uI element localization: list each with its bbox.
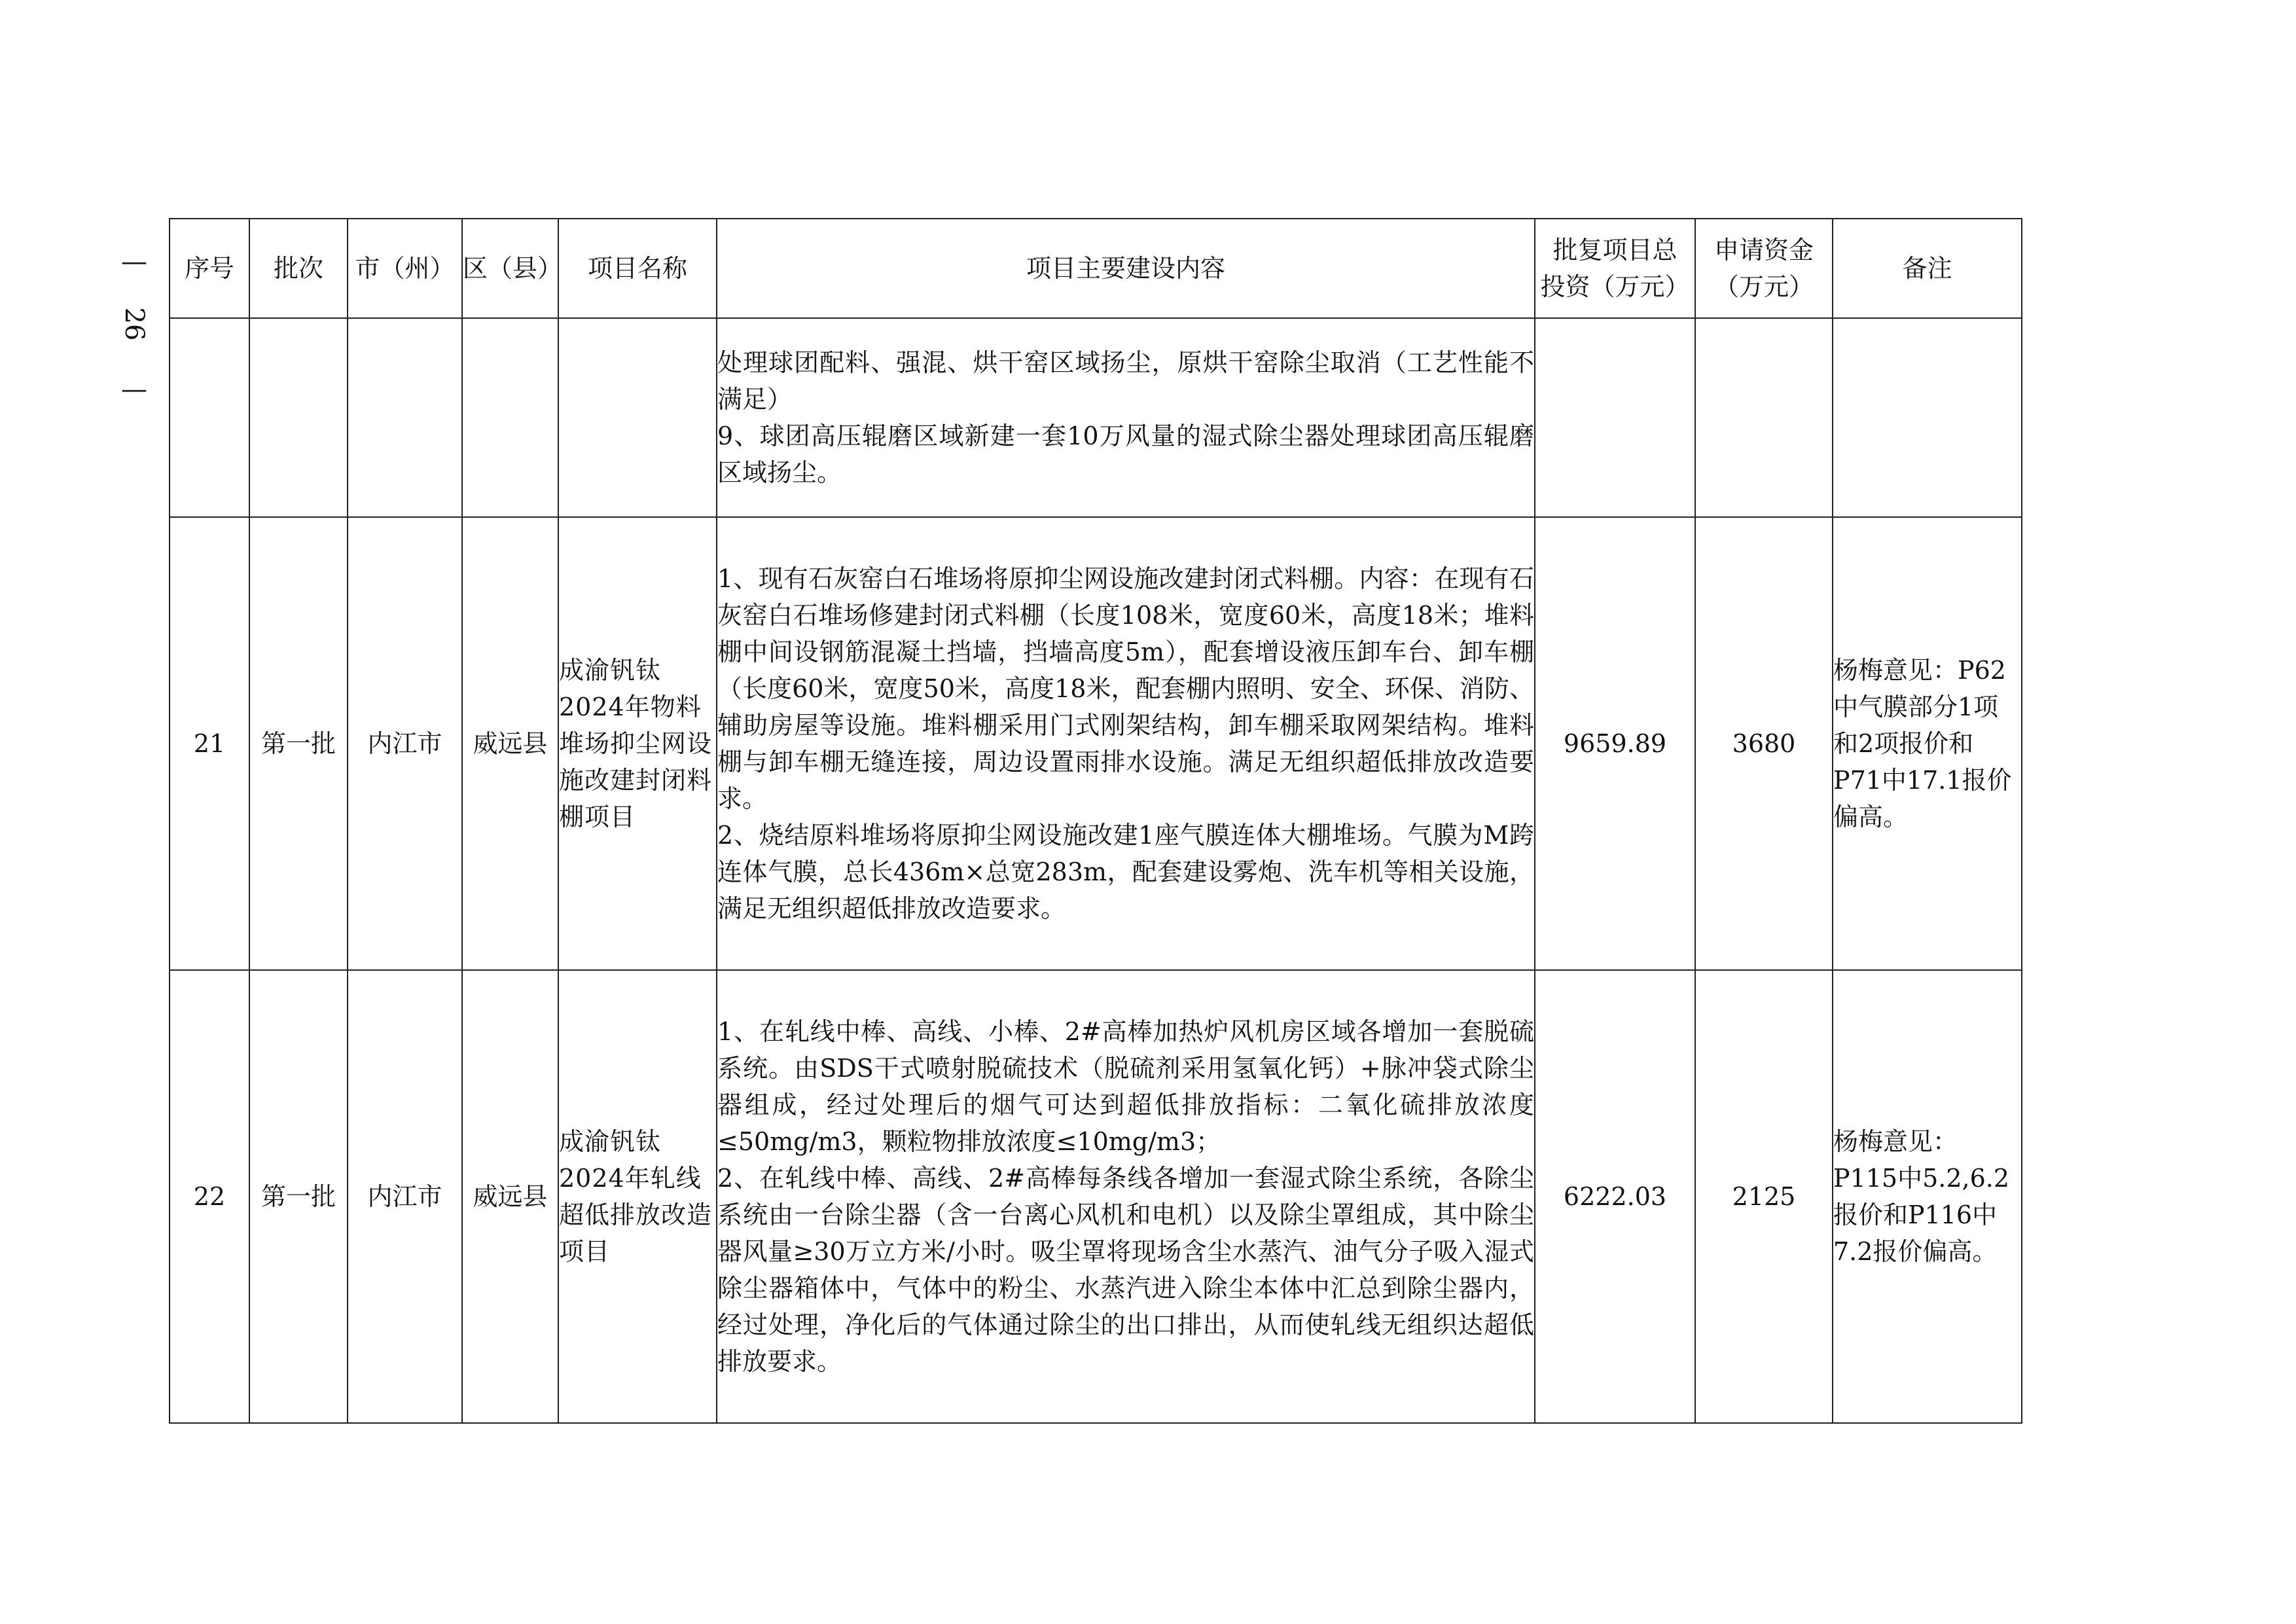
content-line: 2、在轧线中棒、高线、2#高棒每条线各增加一套湿式除尘系统，各除尘系统由一台除尘器（含一台离心风机和电机）以及除尘罩组成，其中除尘器风量≥30万立方米/小时。吸尘罩将现场含尘水蒸汽、油气分子吸入湿式除尘器箱体中，气体中的粉尘、水蒸汽进入除尘本体中汇总到除尘器内，经过处理，净化后的气体通过除尘的出口排出，从而使轧线无组织达超低排放要求。: [717, 1164, 1534, 1376]
page-number: [111, 249, 157, 406]
header-investment-line2: 投资（万元）: [1540, 272, 1690, 301]
header-city: 市（州）: [348, 219, 462, 318]
cell-city: 内江市: [348, 517, 462, 970]
cell-seq: 21: [170, 517, 249, 970]
table-row-continuation: [170, 318, 2022, 517]
header-investment-line1: 批复项目总: [1552, 236, 1677, 264]
header-note: 备注: [1833, 219, 2022, 318]
content-line: 1、现有石灰窑白石堆场将原抑尘网设施改建封闭式料棚。内容：在现有石灰窑白石堆场修建封闭式料棚（长度108米，宽度60米，高度18米；堆料棚中间设钢筋混凝土挡墙，挡墙高度5m），配套增设液压卸车台、卸车棚（长度60米，宽度50米，高度18米，配套棚内照明、安全、环保、消防、辅助房屋等设施。堆料棚采用门式刚架结构，卸车棚采取网架结构。堆料棚与卸车棚无缝连接，周边设置雨排水设施。满足无组织超低排放改造要求。: [717, 564, 1534, 813]
cell-district: 威远县: [462, 517, 558, 970]
cell-content: [717, 318, 1535, 517]
header-funds-line1: 申请资金: [1713, 236, 1814, 264]
page-number-value: 26: [119, 307, 149, 341]
content-line: 1、在轧线中棒、高线、小棒、2#高棒加热炉风机房区域各增加一套脱硫系统。由SDS干式喷射脱硫技术（脱硫剂采用氢氧化钙）+脉冲袋式除尘器组成，经过处理后的烟气可达到超低排放指标：二氧化硫排放浓度≤50mg/m3，颗粒物排放浓度≤10mg/m3；: [717, 1017, 1534, 1156]
cell-city: [348, 318, 462, 517]
cell-investment: 6222.03: [1535, 970, 1695, 1423]
cell-batch: [249, 318, 348, 517]
page-number-dash-bottom: —: [121, 374, 147, 405]
cell-district: 威远县: [462, 970, 558, 1423]
header-project-name: 项目名称: [558, 219, 717, 318]
cell-investment: [1535, 318, 1695, 517]
content-line: 9、球团高压辊磨区域新建一套10万风量的湿式除尘器处理球团高压辊磨区域扬尘。: [717, 422, 1534, 487]
header-investment: [1535, 219, 1695, 318]
cell-project-name: 成渝钒钛2024年物料堆场抑尘网设施改建封闭料棚项目: [558, 517, 717, 970]
header-row: [170, 219, 2022, 318]
cell-funds: 3680: [1695, 517, 1833, 970]
cell-seq: 22: [170, 970, 249, 1423]
table-row: [170, 517, 2022, 970]
project-table: [169, 218, 2022, 1424]
header-funds: [1695, 219, 1833, 318]
cell-note: [1833, 318, 2022, 517]
header-batch: 批次: [249, 219, 348, 318]
cell-project-name: [558, 318, 717, 517]
content-line: 处理球团配料、强混、烘干窑区域扬尘，原烘干窑除尘取消（工艺性能不满足）: [717, 348, 1534, 414]
header-content: 项目主要建设内容: [717, 219, 1535, 318]
cell-funds: [1695, 318, 1833, 517]
cell-investment: 9659.89: [1535, 517, 1695, 970]
content-line: 2、烧结原料堆场将原抑尘网设施改建1座气膜连体大棚堆场。气膜为M跨连体气膜，总长436m×总宽283m，配套建设雾炮、洗车机等相关设施，满足无组织超低排放改造要求。: [717, 821, 1534, 923]
cell-seq: [170, 318, 249, 517]
cell-project-name: 成渝钒钛2024年轧线超低排放改造项目: [558, 970, 717, 1423]
cell-note: 杨梅意见：P62中气膜部分1项和2项报价和P71中17.1报价偏高。: [1833, 517, 2022, 970]
header-funds-line2: （万元）: [1713, 272, 1814, 301]
table-row: [170, 970, 2022, 1423]
page-number-dash-top: —: [121, 247, 147, 277]
header-district: 区（县）: [462, 219, 558, 318]
cell-district: [462, 318, 558, 517]
cell-funds: 2125: [1695, 970, 1833, 1423]
cell-batch: 第一批: [249, 970, 348, 1423]
cell-content: [717, 517, 1535, 970]
cell-city: 内江市: [348, 970, 462, 1423]
cell-note: 杨梅意见：P115中5.2,6.2报价和P116中7.2报价偏高。: [1833, 970, 2022, 1423]
header-seq: 序号: [170, 219, 249, 318]
cell-content: [717, 970, 1535, 1423]
cell-batch: 第一批: [249, 517, 348, 970]
